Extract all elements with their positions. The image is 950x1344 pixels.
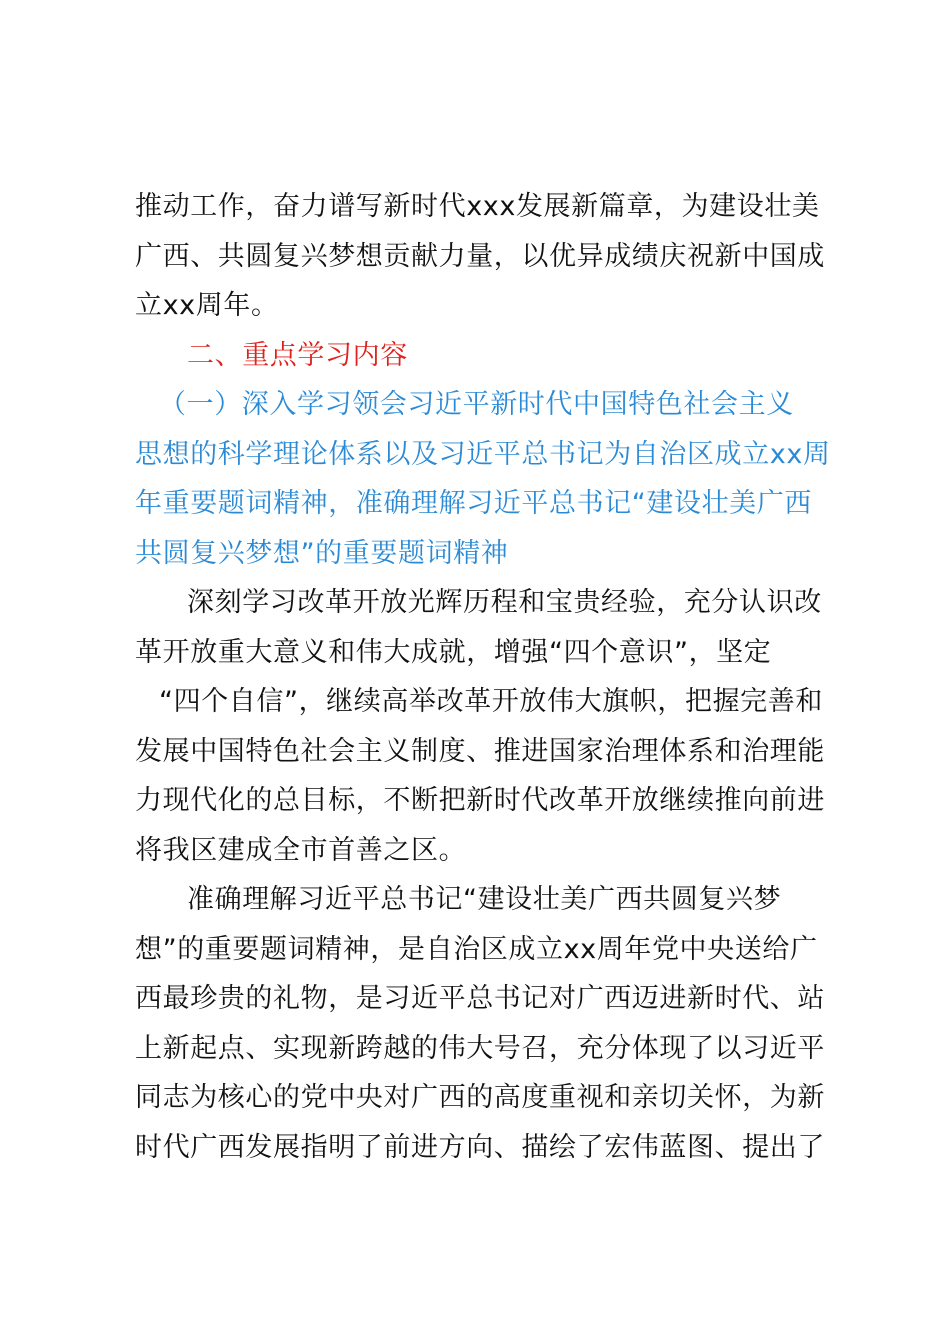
paragraph-line: 深刻学习改革开放光辉历程和宝贵经验，充分认识改	[187, 587, 822, 618]
subheading-line: （一）深入学习领会习近平新时代中国特色社会主义	[159, 389, 794, 420]
paragraph-line: 发展中国特色社会主义制度、推进国家治理体系和治理能	[135, 735, 825, 767]
paragraph-line: 革开放重大意义和伟大成就，增强“四个意识”，坚定	[135, 636, 772, 668]
paragraph-line: 力现代化的总目标，不断把新时代改革开放继续推向前进	[135, 785, 825, 816]
paragraph-line: “四个自信”，继续高举改革开放伟大旗帜，把握完善和	[159, 686, 823, 717]
subheading-line: 思想的科学理论体系以及习近平总书记为自治区成立xx周	[135, 438, 831, 470]
intro-line: 立xx周年。	[135, 290, 279, 321]
intro-line: 推动工作，奋力谱写新时代xxx发展新篇章，为建设壮美	[135, 191, 820, 222]
document-body	[135, 182, 835, 1172]
paragraph-line: 上新起点、实现新跨越的伟大号召，充分体现了以习近平	[135, 1032, 825, 1064]
paragraph-line: 西最珍贵的礼物，是习近平总书记对广西迈进新时代、站	[135, 983, 825, 1014]
intro-line: 广西、共圆复兴梦想贡献力量，以优异成绩庆祝新中国成	[135, 240, 825, 272]
subheading-line: 年重要题词精神，准确理解习近平总书记“建设壮美广西	[135, 488, 812, 519]
paragraph-line: 想”的重要题词精神，是自治区成立xx周年党中央送给广	[135, 933, 818, 965]
paragraph-line: 同志为核心的党中央对广西的高度重视和亲切关怀，为新	[135, 1082, 825, 1113]
section-heading: 二、重点学习内容	[187, 339, 408, 371]
paragraph-line: 将我区建成全市首善之区。	[135, 834, 467, 866]
paragraph-line: 准确理解习近平总书记“建设壮美广西共圆复兴梦	[187, 884, 782, 915]
subheading-line: 共圆复兴梦想”的重要题词精神	[135, 537, 509, 569]
paragraph-line: 时代广西发展指明了前进方向、描绘了宏伟蓝图、提出了	[135, 1131, 825, 1163]
